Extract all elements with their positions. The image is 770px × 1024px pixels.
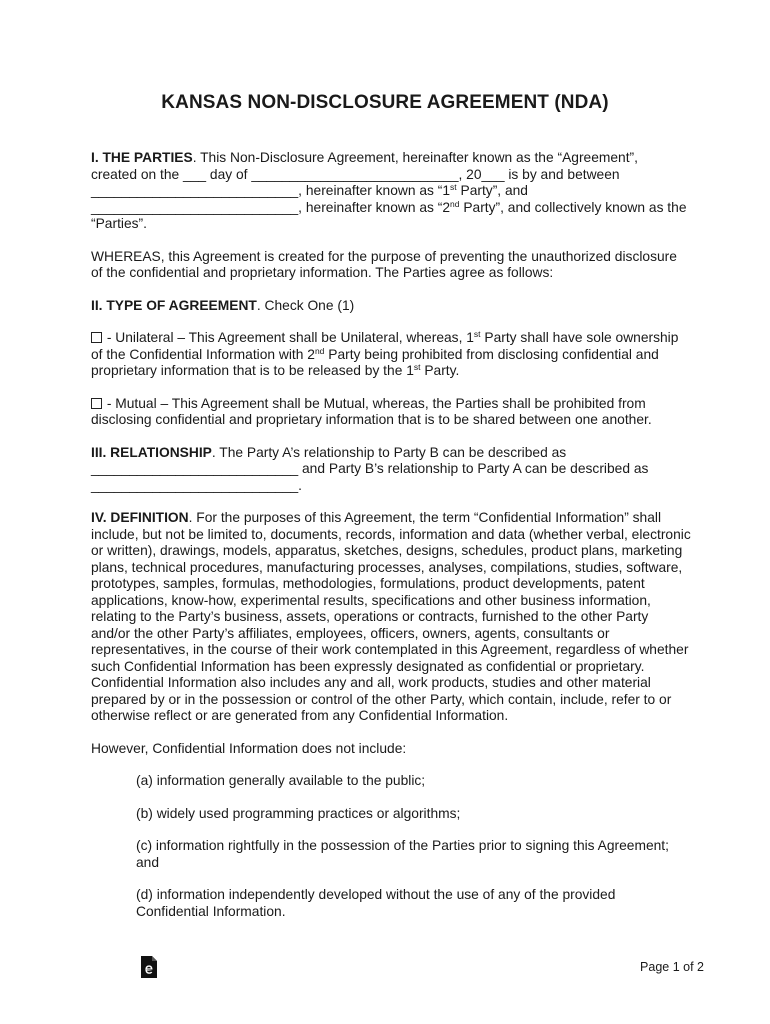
relationship-line1: . The Party A’s relationship to Party B can be described as <box>211 444 567 460</box>
definition-paragraph <box>91 510 691 725</box>
document-body <box>91 150 691 920</box>
exclusion-item-c: (c) information rightfully in the possession of the Parties prior to signing this Agreement; and <box>136 838 669 870</box>
parties-line3: ___________________________, hereinafter known as “1 <box>91 183 451 198</box>
unilateral-text-d: Party. <box>420 363 460 378</box>
unilateral-sup1: st <box>473 329 481 339</box>
whereas-paragraph: WHEREAS, this Agreement is created for the purpose of preventing the unauthorized disclosure of the confidential and proprietary information. The Parties agree as follows: <box>91 248 677 280</box>
mutual-checkbox[interactable] <box>91 398 102 409</box>
parties-line4-post: Party”, and collectively known as the <box>459 199 687 215</box>
page-number: Page 1 of 2 <box>640 960 704 974</box>
relationship-heading: III. RELATIONSHIP <box>91 444 212 460</box>
mutual-text: - Mutual – This Agreement shall be Mutual, whereas, the Parties shall be prohibited from disclosing confidential and proprietary information that is to be shared between one another. <box>91 395 652 427</box>
relationship-paragraph <box>91 445 691 495</box>
definition-heading: IV. DEFINITION <box>91 510 189 525</box>
document-title: KANSAS NON-DISCLOSURE AGREEMENT (NDA) <box>161 92 609 113</box>
type-heading-post: . Check One (1) <box>256 297 355 313</box>
exclusion-item-b: (b) widely used programming practices or algorithms; <box>136 805 461 821</box>
parties-line5: “Parties”. <box>91 216 147 231</box>
unilateral-text-a: - Unilateral – This Agreement shall be Unilateral, whereas, 1 <box>103 330 474 345</box>
eforms-logo-icon <box>141 956 157 978</box>
relationship-line3: ___________________________. <box>91 477 303 493</box>
unilateral-sup3: st <box>413 362 421 372</box>
parties-line2: created on the ___ day of ___________________________, 20___ is by and between <box>91 166 620 182</box>
parties-paragraph <box>91 150 691 233</box>
unilateral-text-b: Party shall have sole ownership of the Confidential Information with 2 <box>91 330 679 362</box>
unilateral-text-c: Party being prohibited from disclosing confidential and proprietary information that is to be released by the 1 <box>91 346 659 378</box>
mutual-option <box>91 396 691 429</box>
type-heading: II. TYPE OF AGREEMENT <box>91 297 257 313</box>
unilateral-sup2: nd <box>314 345 325 356</box>
parties-line4: ___________________________, hereinafter known as “2 <box>91 199 451 215</box>
parties-line3-sup: st <box>450 182 457 192</box>
parties-line4-sup: nd <box>450 198 460 209</box>
unilateral-option <box>91 330 691 380</box>
relationship-line2: ___________________________ and Party B’s relationship to Party A can be described as <box>91 461 649 476</box>
exclusion-item-a: (a) information generally available to the public; <box>136 773 426 788</box>
parties-line1: . This Non-Disclosure Agreement, hereinafter known as the “Agreement”, <box>192 150 638 165</box>
however-paragraph: However, Confidential Information does not include: <box>91 740 407 756</box>
parties-heading: I. THE PARTIES <box>91 150 193 165</box>
unilateral-checkbox[interactable] <box>91 332 102 343</box>
exclusion-item-d: (d) information independently developed without the use of any of the provided Confidential Information. <box>136 887 616 919</box>
type-paragraph <box>91 298 691 315</box>
definition-text: . For the purposes of this Agreement, the term “Confidential Information” shall include, but not be limited to, documents, records, information and data (whether verbal, electronic or written), drawings, models, apparatus, sketches, designs, schedules, product plans, marketing plans, technical procedures, manufacturing processes, analyses, compilations, studies, software, prototypes, samples, formulas, methodologies, formulations, product developments, patent applications, know-how, experimental results, specifications and other business information, relating to the Party’s business, assets, operations or contracts, furnished to the other Party and/or the other Party’s affiliates, employees, officers, owners, agents, consultants or representatives, in the course of their work contemplated in this Agreement, regardless of whether such Confidential Information has been expressly designated as confidential or proprietary. Confidential Information also includes any and all, work products, studies and other material prepared by or in the possession or control of the other Party, which contain, include, refer to or otherwise reflect or are generated from any Confidential Information. <box>91 510 691 723</box>
parties-line3-post: Party”, and <box>456 183 528 198</box>
